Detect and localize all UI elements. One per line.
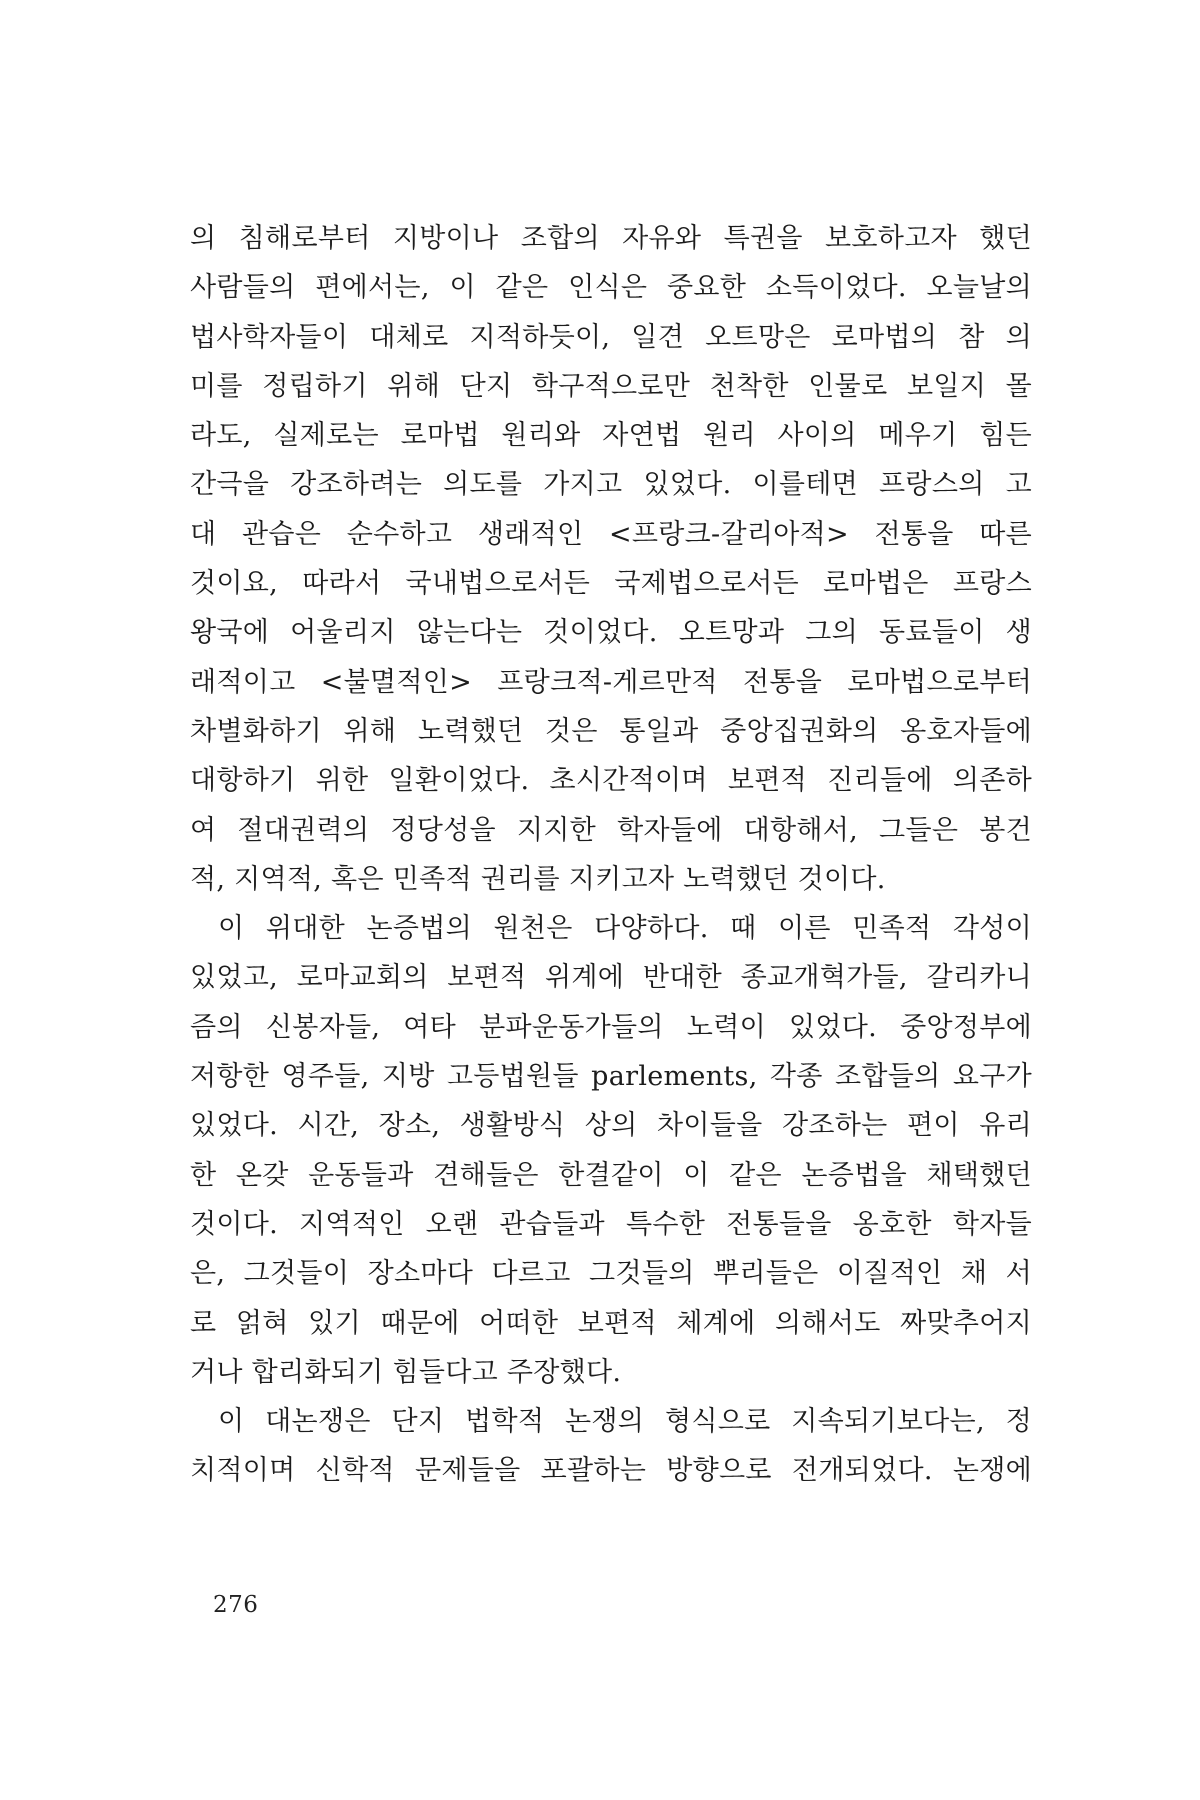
text-line: 저항한 영주들, 지방 고등법원들 parlements, 각종 조합들의 요구가: [190, 1061, 1032, 1093]
text-line: 차별화하기 위해 노력했던 것은 통일과 중앙집권화의 옹호자들에: [190, 715, 1032, 747]
text-line: 있었다. 시간, 장소, 생활방식 상의 차이들을 강조하는 편이 유리: [190, 1110, 1032, 1142]
text-line: 있었고, 로마교회의 보편적 위계에 반대한 종교개혁가들, 갈리카니: [190, 962, 1032, 994]
page-number: 276: [213, 1592, 259, 1618]
text-line: 대항하기 위한 일환이었다. 초시간적이며 보편적 진리들에 의존하: [190, 765, 1032, 797]
text-line: 한 온갖 운동들과 견해들은 한결같이 이 같은 논증법을 채택했던: [190, 1159, 1032, 1191]
text-line: 로 얽혀 있기 때문에 어떠한 보편적 체계에 의해서도 짜맞추어지: [190, 1307, 1032, 1339]
text-line: 라도, 실제로는 로마법 원리와 자연법 원리 사이의 메우기 힘든: [190, 420, 1032, 452]
text-line: 왕국에 어울리지 않는다는 것이었다. 오트망과 그의 동료들이 생: [190, 617, 1032, 649]
text-line: 은, 그것들이 장소마다 다르고 그것들의 뿌리들은 이질적인 채 서: [190, 1258, 1032, 1290]
text-line: 래적이고 <불멸적인> 프랑크적-게르만적 전통을 로마법으로부터: [190, 666, 1032, 698]
text-line: 간극을 강조하려는 의도를 가지고 있었다. 이를테면 프랑스의 고: [190, 469, 1032, 501]
text-line: 법사학자들이 대체로 지적하듯이, 일견 오트망은 로마법의 참 의: [190, 321, 1032, 353]
paragraph-2: [190, 904, 1032, 1397]
text-line: 치적이며 신학적 문제들을 포괄하는 방향으로 전개되었다. 논쟁에: [190, 1455, 1032, 1487]
text-line: 것이요, 따라서 국내법으로서든 국제법으로서든 로마법은 프랑스: [190, 568, 1032, 600]
text-line: 이 대논쟁은 단지 법학적 논쟁의 형식으로 지속되기보다는, 정: [218, 1406, 1032, 1438]
text-line: 사람들의 편에서는, 이 같은 인식은 중요한 소득이었다. 오늘날의: [190, 272, 1032, 304]
text-line: 이 위대한 논증법의 원천은 다양하다. 때 이른 민족적 각성이: [218, 913, 1032, 945]
text-line: 즘의 신봉자들, 여타 분파운동가들의 노력이 있었다. 중앙정부에: [190, 1011, 1032, 1043]
text-line: 것이다. 지역적인 오랜 관습들과 특수한 전통들을 옹호한 학자들: [190, 1208, 1032, 1240]
paragraph-3: [190, 1397, 1032, 1496]
text-line: 적, 지역적, 혹은 민족적 권리를 지키고자 노력했던 것이다.: [190, 863, 886, 895]
paragraph-1: [190, 214, 1032, 904]
text-line: 여 절대권력의 정당성을 지지한 학자들에 대항해서, 그들은 봉건: [190, 814, 1032, 846]
text-line: 대 관습은 순수하고 생래적인 <프랑크-갈리아적> 전통을 따른: [190, 518, 1032, 550]
body-text: [190, 214, 1032, 1496]
text-line: 의 침해로부터 지방이나 조합의 자유와 특권을 보호하고자 했던: [190, 223, 1032, 254]
text-line: 거나 합리화되기 힘들다고 주장했다.: [190, 1356, 622, 1388]
text-line: 미를 정립하기 위해 단지 학구적으로만 천착한 인물로 보일지 몰: [190, 370, 1032, 402]
